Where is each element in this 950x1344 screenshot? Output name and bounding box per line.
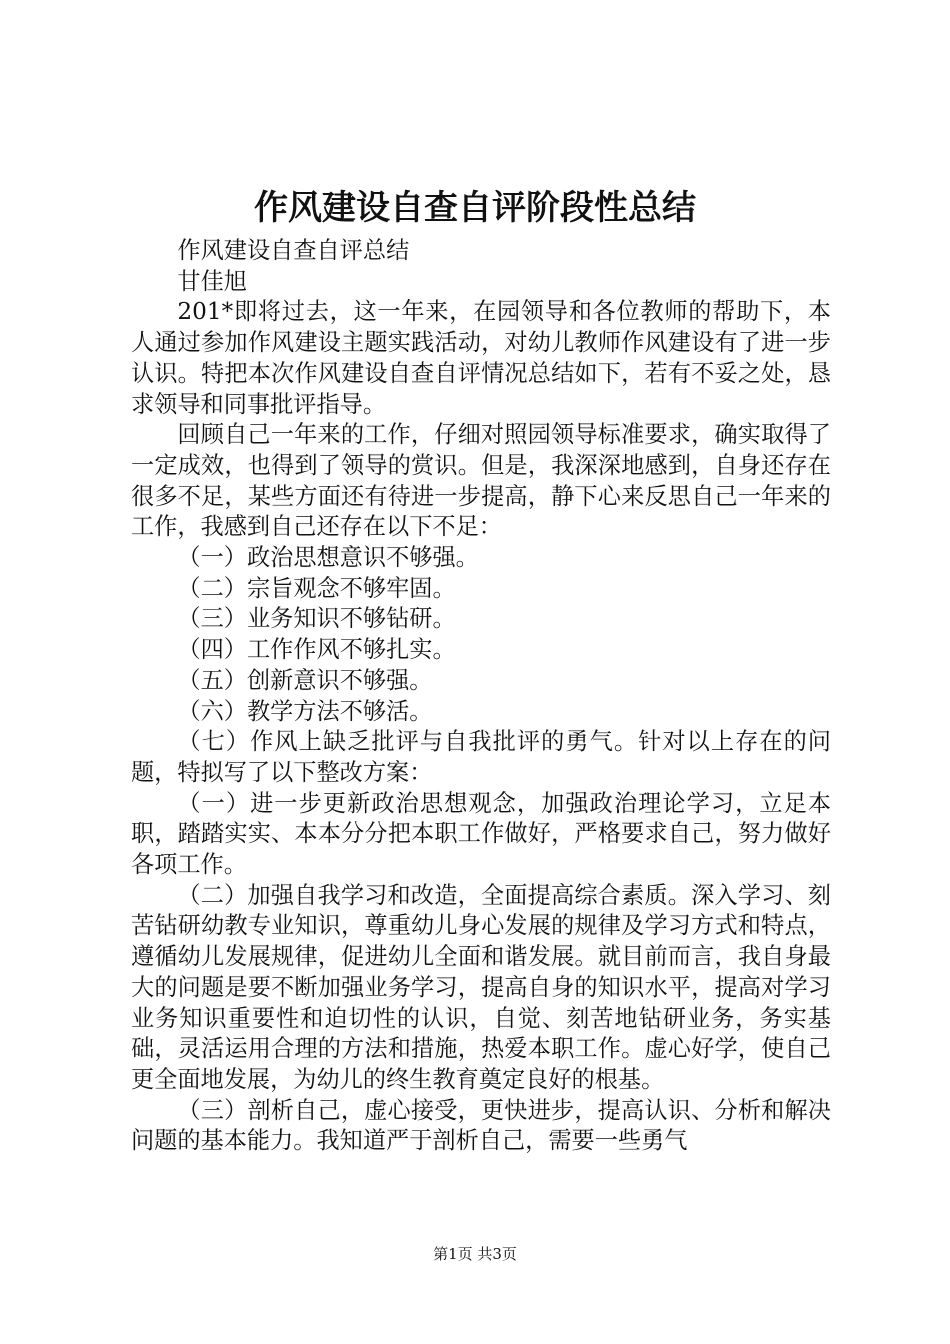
paragraph-review: 回顾自己一年来的工作，仔细对照园领导标准要求，确实取得了一定成效，也得到了领导的赏识。但是，我深深地感到，自身还存在很多不足，某些方面还有待进一步提高，静下心来反思自己一年来的工作，我感到自己还存在以下不足： (131, 421, 831, 541)
document-title: 作风建设自查自评阶段性总结 (254, 188, 696, 228)
document-body (131, 236, 831, 1157)
plan-item-1: （一）进一步更新政治思想观念，加强政治理论学习，立足本职，踏踏实实、本本分分把本职工作做好，严格要求自己，努力做好各项工作。 (131, 789, 831, 879)
author-name: 甘佳旭 (177, 267, 247, 295)
paragraph-intro: 201*即将过去，这一年来，在园领导和各位教师的帮助下，本人通过参加作风建设主题实践活动，对幼儿教师作风建设有了进一步认识。特把本次作风建设自查自评情况总结如下，若有不妥之处，恳求领导和同事批评指导。 (131, 298, 831, 418)
shortcoming-item-5: （五）创新意识不够强。 (177, 666, 433, 694)
shortcoming-item-7: （七）作风上缺乏批评与自我批评的勇气。针对以上存在的问题，特拟写了以下整改方案： (131, 728, 831, 786)
shortcoming-item-4: （四）工作作风不够扎实。 (177, 636, 456, 664)
plan-item-3: （三）剖析自己，虚心接受，更快进步，提高认识、分析和解决问题的基本能力。我知道严于剖析自己，需要一些勇气 (131, 1096, 831, 1155)
shortcoming-item-2: （二）宗旨观念不够牢固。 (177, 574, 456, 602)
shortcoming-item-1: （一）政治思想意识不够强。 (177, 544, 479, 572)
page-number-footer: 第1页 共3页 (433, 1245, 517, 1263)
shortcoming-item-6: （六）教学方法不够活。 (177, 697, 433, 725)
subtitle: 作风建设自查自评总结 (177, 237, 410, 264)
shortcoming-item-3: （三）业务知识不够钻研。 (177, 605, 456, 633)
plan-item-2: （二）加强自我学习和改造，全面提高综合素质。深入学习、刻苦钻研幼教专业知识，尊重幼儿身心发展的规律及学习方式和特点，遵循幼儿发展规律，促进幼儿全面和谐发展。就目前而言，我自身最大的问题是要不断加强业务学习，提高自身的知识水平，提高对学习业务知识重要性和迫切性的认识，自觉、刻苦地钻研业务，务实基础，灵活运用合理的方法和措施，热爱本职工作。虚心好学，使自己更全面地发展，为幼儿的终生教育奠定良好的根基。 (131, 881, 831, 1093)
